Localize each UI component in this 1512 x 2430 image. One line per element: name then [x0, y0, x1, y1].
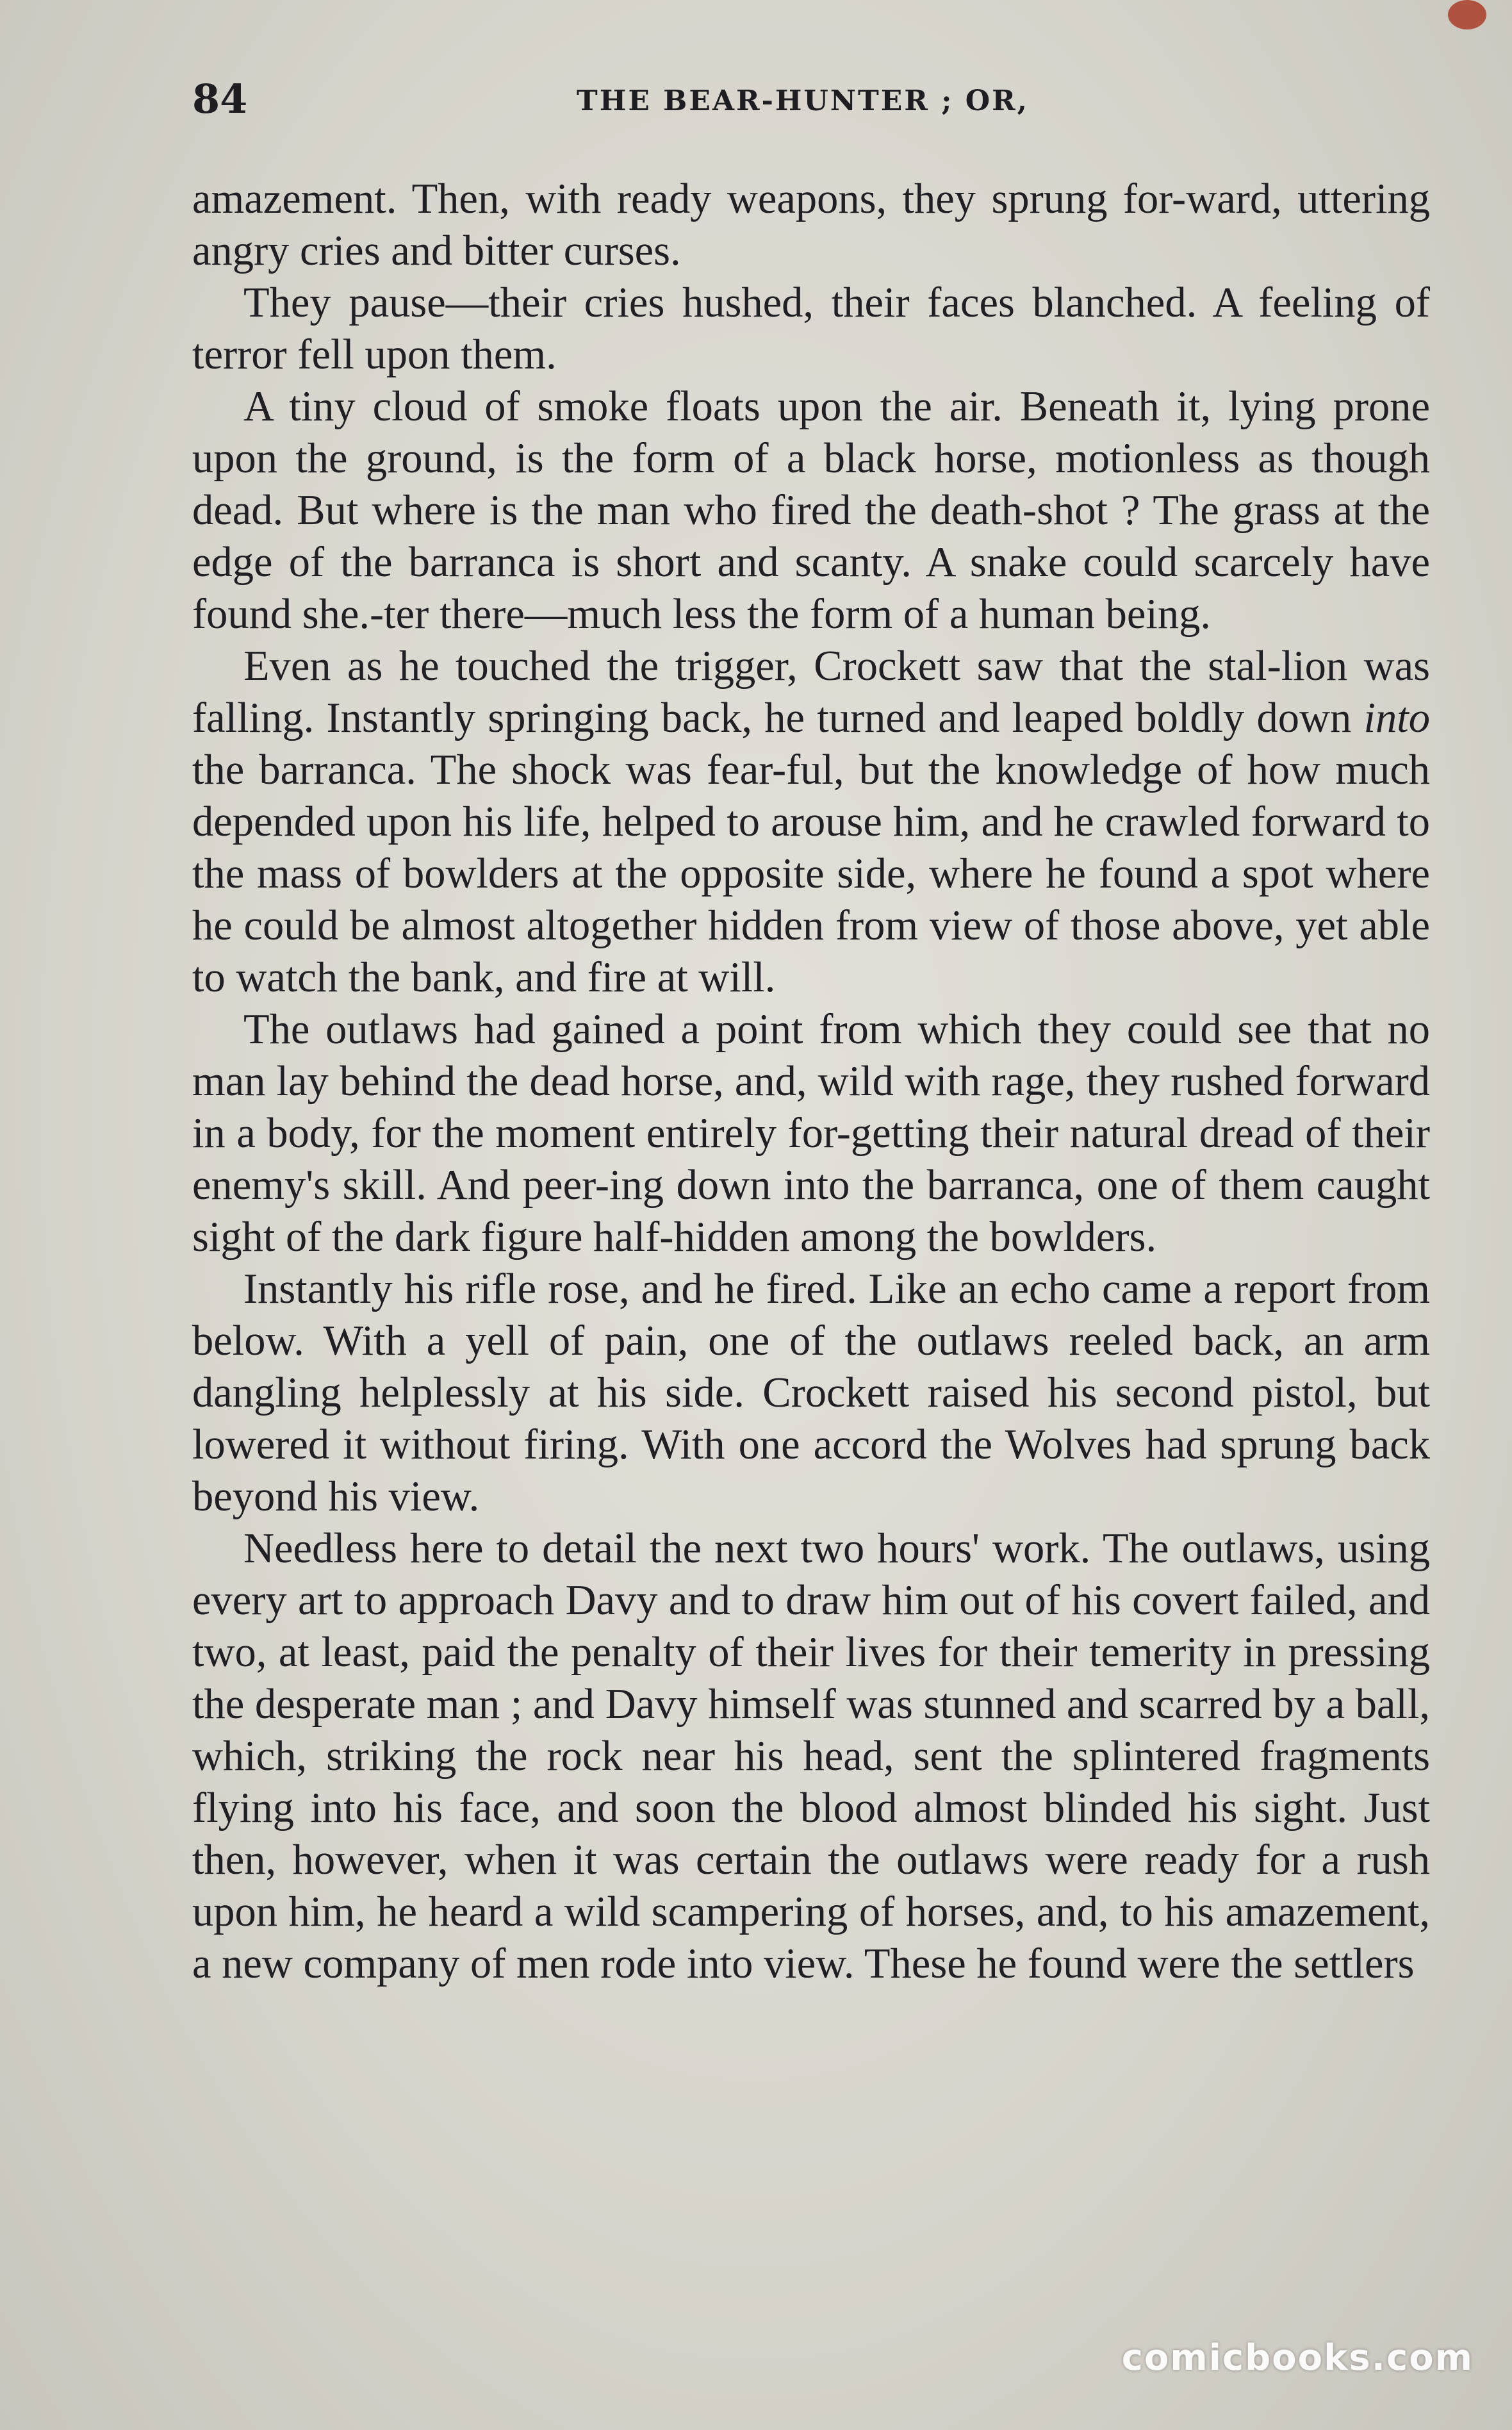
paragraph: Needless here to detail the next two hours' work. The outlaws, using every art to approach Davy and to draw him out of his covert failed, and two, at least, paid the penalty of their lives for their temerity in pressing the desperate man ; and Davy himself was stunned and scarred by a ball, which, striking the rock near his head, sent the splintered fragments flying into his face, and soon the blood almost blinded his sight. Just then, however, when it was certain the outlaws were ready for a rush upon him, he heard a wild scampering of horses, and, to his amazement, a new company of men rode into view. These he found were the settlers: [192, 1525, 1430, 1987]
paragraph: They pause—their cries hushed, their faces blanched. A feeling of terror fell upon them.: [192, 279, 1430, 378]
paragraph-text: the barranca. The shock was fear-ful, but the knowledge of how much depended upon his life, helped to arouse him, and he crawled forward to the mass of bowlders at the opposite side, where he found a spot where he could be almost altogether hidden from view of those above, yet able to watch the bank, and fire at will.: [192, 747, 1430, 1001]
paragraph-text: Even as he touched the trigger, Crockett saw that the stal-lion was falling. Instantly springing back, he turned and leaped boldly down: [192, 643, 1430, 741]
watermark: comicbooks.com: [1121, 2337, 1474, 2379]
paragraph: Instantly his rifle rose, and he fired. Like an echo came a report from below. With a yell of pain, one of the outlaws reeled back, an arm dangling helplessly at his side. Crockett raised his second pistol, but lowered it without firing. With one accord the Wolves had sprung back beyond his view.: [192, 1266, 1430, 1520]
page-number: 84: [192, 76, 248, 122]
running-title: THE BEAR-HUNTER ; OR,: [577, 85, 1029, 117]
italic-word: into: [1363, 695, 1430, 741]
paragraph: The outlaws had gained a point from which they could see that no man lay behind the dead horse, and, wild with rage, they rushed forward in a body, for the moment entirely for-getting their natural dread of their enemy's skill. And peer-ing down into the barranca, one of them caught sight of the dark figure half-hidden among the bowlders.: [192, 1006, 1430, 1260]
ink-stain: [1448, 0, 1486, 29]
paragraph: amazement. Then, with ready weapons, they sprung for-ward, uttering angry cries and bitter curses.: [192, 176, 1430, 274]
paragraph: [192, 640, 1430, 1004]
body-text: [192, 173, 1430, 1990]
paragraph: A tiny cloud of smoke floats upon the air. Beneath it, lying prone upon the ground, is the form of a black horse, motionless as though dead. But where is the man who fired the death-shot ? The grass at the edge of the barranca is short and scanty. A snake could scarcely have found she.-ter there—much less the form of a human being.: [192, 383, 1430, 638]
running-head: [192, 76, 1430, 133]
